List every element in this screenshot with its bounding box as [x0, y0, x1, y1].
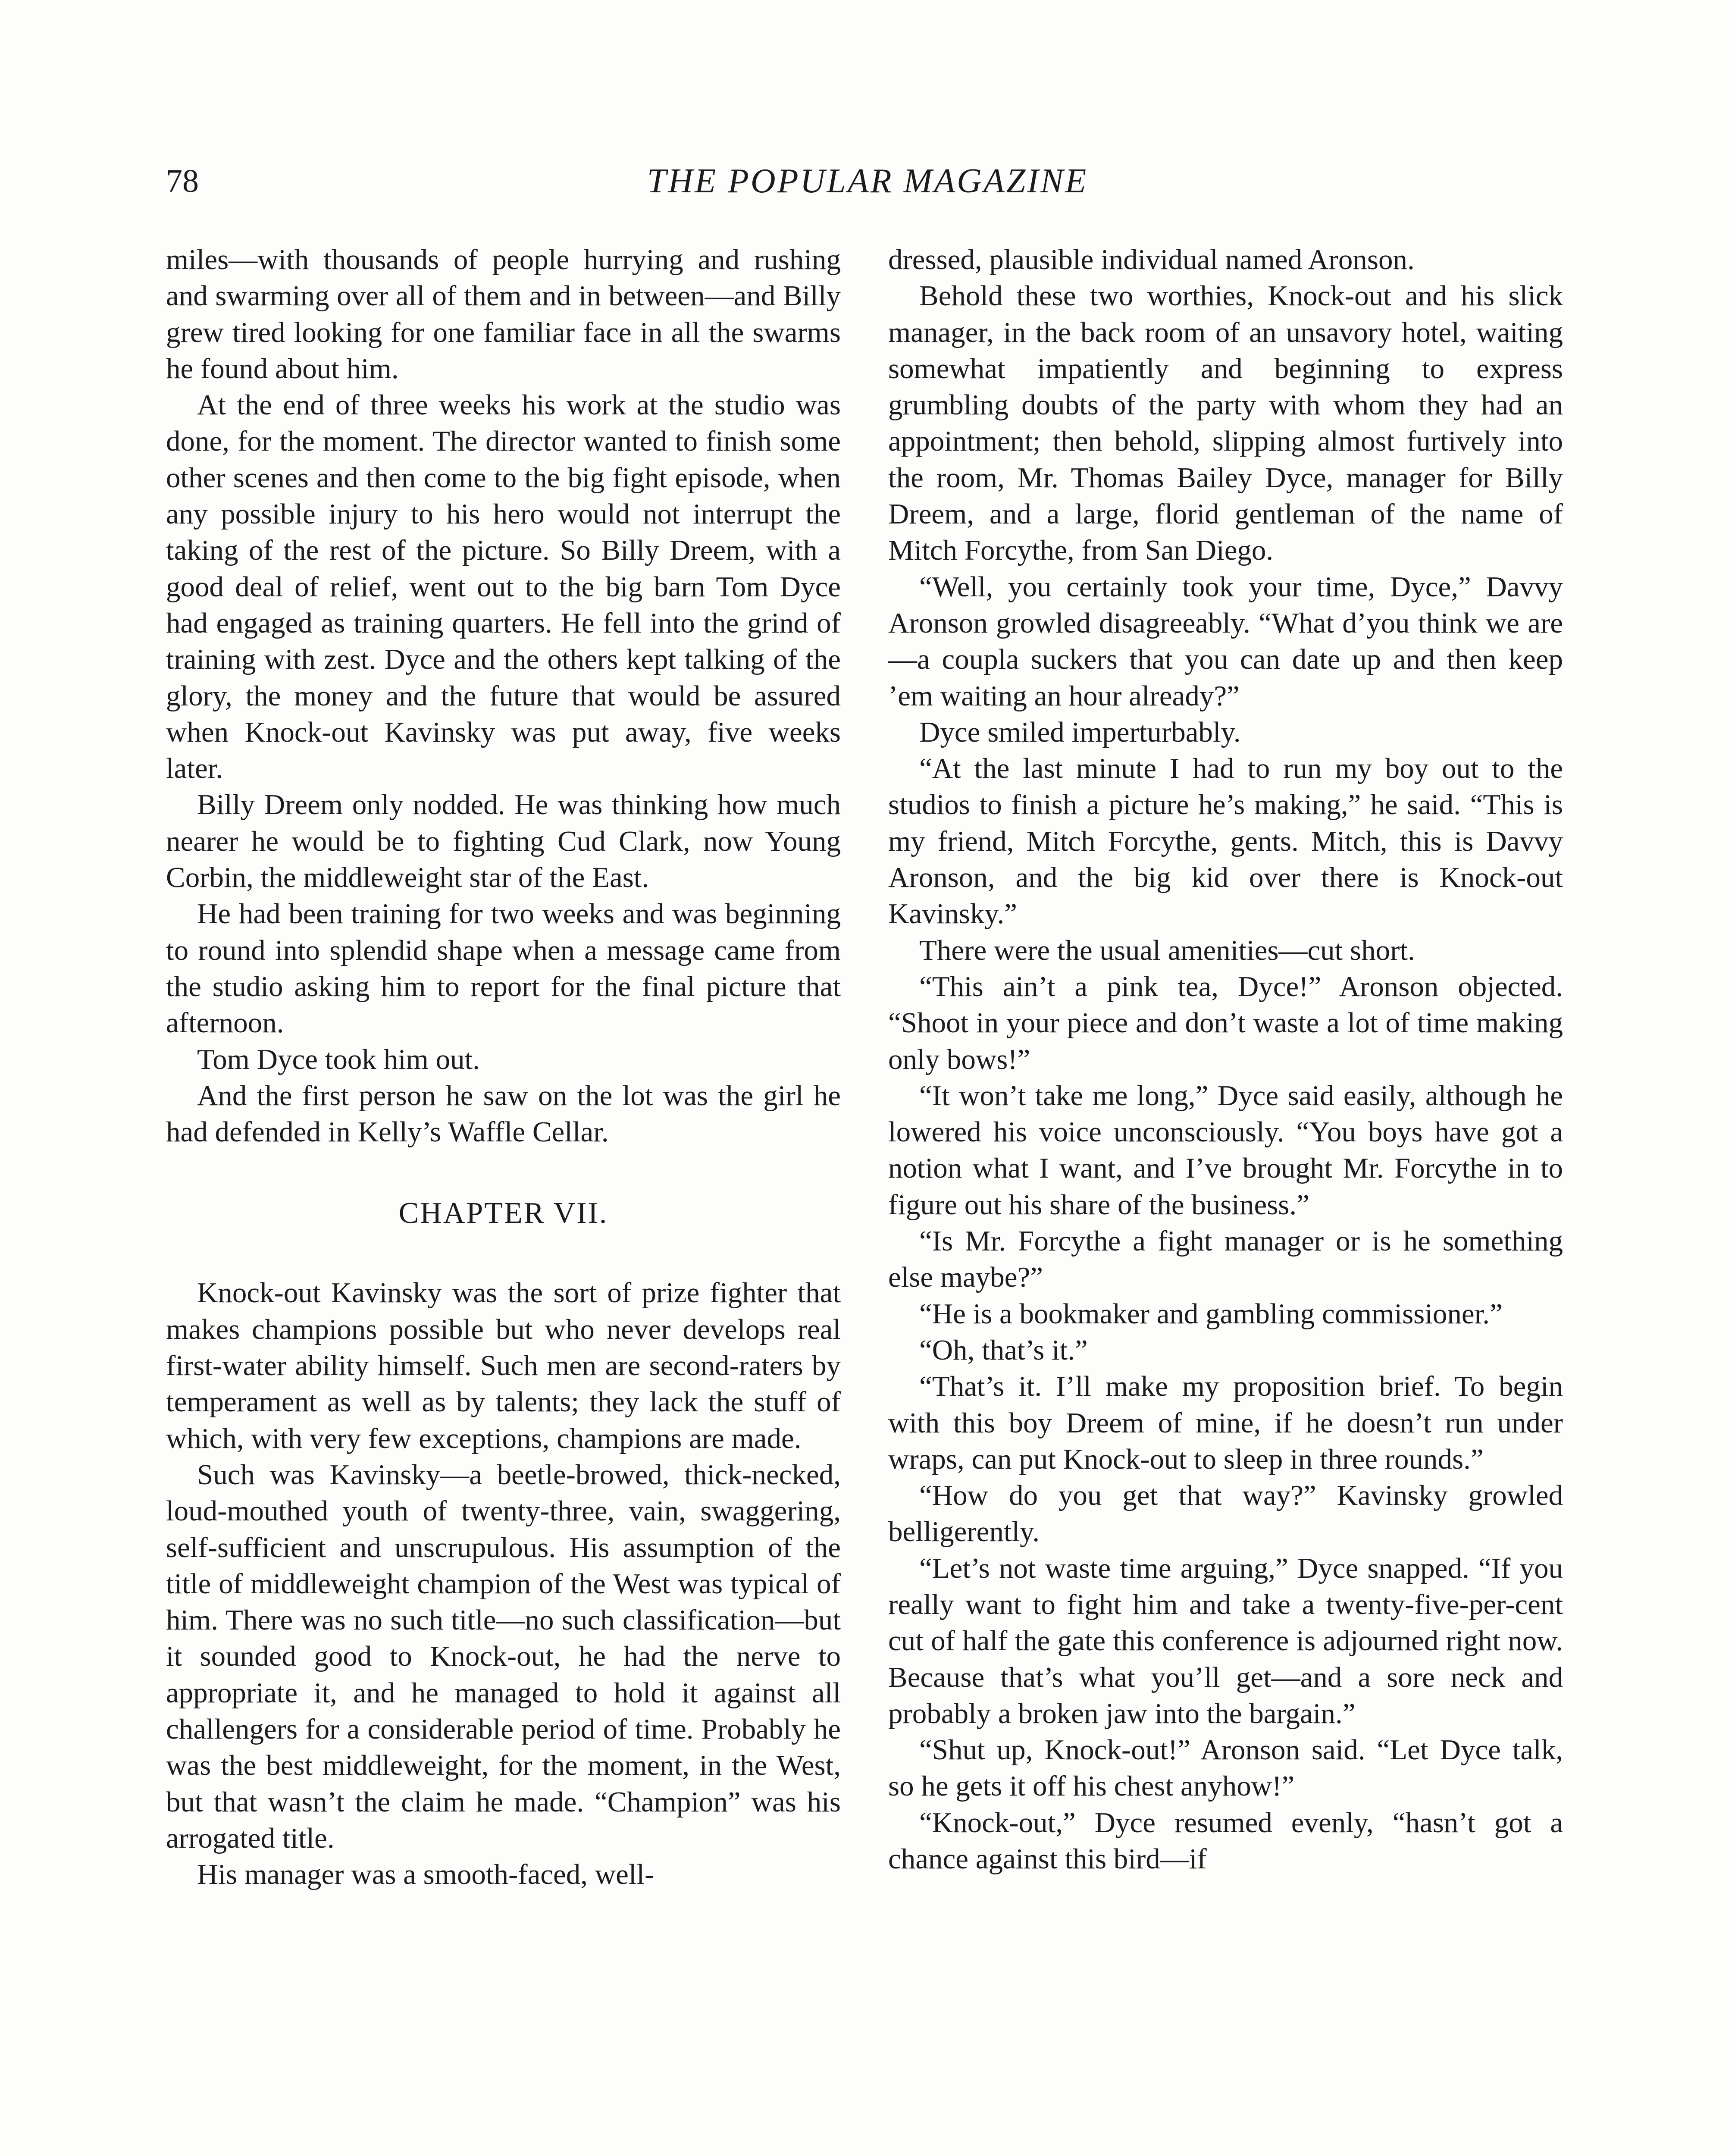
paragraph: He had been training for two weeks and was beginning to round into splendid shape when a message came from the studio asking him to report for the final picture that afternoon.	[166, 898, 841, 1039]
paragraph: miles—with thousands of people hurrying and rushing and swarming over all of them and in between—and Billy grew tired looking for one familiar face in all the swarms he found about him.	[166, 244, 841, 385]
chapter-heading: CHAPTER VII.	[398, 1197, 608, 1230]
paragraph: There were the usual amenities—cut short.	[919, 934, 1415, 966]
paragraph: “Let’s not waste time arguing,” Dyce snapped. “If you really want to fight him and take a twenty-five-per-cent cut of half the gate this conference is adjourned right now. Because that’s what you’ll get—and a sore neck and probably a broken jaw into the bargain.”	[888, 1552, 1563, 1730]
paragraph: And the first person he saw on the lot was the girl he had defended in Kelly’s Waffle Cellar.	[166, 1079, 841, 1148]
right-column	[888, 241, 1563, 1877]
paragraph: Such was Kavinsky—a beetle-browed, thick-necked, loud-mouthed youth of twenty-three, vain, swaggering, self-sufficient and unscrupulous. His assumption of the title of middleweight champion of the West was typical of him. There was no such title—no such classification—but it sounded good to Knock-out, he had the nerve to appropriate it, and he managed to hold it against all challengers for a considerable period of time. Probably he was the best middleweight, for the moment, in the West, but that wasn’t the claim he made. “Champion” was his arrogated title.	[166, 1458, 841, 1854]
paragraph: “It won’t take me long,” Dyce said easily, although he lowered his voice unconsciously. “You boys have got a notion what I want, and I’ve brought Mr. Forcythe in to figure out his share of the business.”	[888, 1079, 1563, 1221]
paragraph: Tom Dyce took him out.	[197, 1043, 480, 1075]
paragraph: “Well, you certainly took your time, Dyce,” Davvy Aronson growled disagreeably. “What d’you think we are—a coupla suckers that you can date up and then keep ’em waiting an hour already?”	[888, 570, 1563, 712]
page-number: 78	[166, 163, 199, 199]
paragraph: “This ain’t a pink tea, Dyce!” Aronson objected. “Shoot in your piece and don’t waste a lot of time making only bows!”	[888, 970, 1563, 1075]
paragraph: “Knock-out,” Dyce resumed evenly, “hasn’t got a chance against this bird—if	[888, 1806, 1563, 1875]
paragraph: “He is a bookmaker and gambling commissioner.”	[919, 1297, 1503, 1330]
paragraph: Billy Dreem only nodded. He was thinking how much nearer he would be to fighting Cud Clark, now Young Corbin, the middleweight star of the East.	[166, 789, 841, 894]
paragraph: Knock-out Kavinsky was the sort of prize fighter that makes champions possible but who never develops real first-water ability himself. Such men are second-raters by temperament as well as by talents; they lack the stuff of which, with very few exceptions, champions are made.	[166, 1277, 841, 1454]
magazine-title: THE POPULAR MAGAZINE	[647, 162, 1088, 200]
paragraph: “Shut up, Knock-out!” Aronson said. “Let Dyce talk, so he gets it off his chest anyhow!”	[888, 1734, 1563, 1802]
paragraph: Dyce smiled imperturbably.	[919, 716, 1241, 748]
paragraph: His manager was a smooth-faced, well-	[197, 1858, 655, 1891]
paragraph: Behold these two worthies, Knock-out and his slick manager, in the back room of an unsavory hotel, waiting somewhat impatiently and beginning to express grumbling doubts of the party with whom they had an appointment; then behold, slipping almost furtively into the room, Mr. Thomas Bailey Dyce, manager for Billy Dreem, and a large, florid gentleman of the name of Mitch Forcythe, from San Diego.	[888, 280, 1563, 567]
running-head	[0, 160, 1735, 211]
left-column	[166, 241, 841, 1893]
paragraph: dressed, plausible individual named Aronson.	[888, 244, 1415, 276]
paragraph: “Oh, that’s it.”	[919, 1334, 1088, 1366]
paragraph: “Is Mr. Forcythe a fight manager or is he something else maybe?”	[888, 1225, 1563, 1294]
paragraph: “That’s it. I’ll make my proposition brief. To begin with this boy Dreem of mine, if he doesn’t run under wraps, can put Knock-out to sleep in three rounds.”	[888, 1370, 1563, 1475]
paragraph: “At the last minute I had to run my boy out to the studios to finish a picture he’s making,” he said. “This is my friend, Mitch Forcythe, gents. Mitch, this is Davvy Aronson, and the big kid over there is Knock-out Kavinsky.”	[888, 752, 1563, 930]
paragraph: At the end of three weeks his work at the studio was done, for the moment. The director wanted to finish some other scenes and then come to the big fight episode, when any possible injury to his hero would not interrupt the taking of the rest of the picture. So Billy Dreem, with a good deal of relief, went out to the big barn Tom Dyce had engaged as training quarters. He fell into the grind of training with zest. Dyce and the others kept talking of the glory, the money and the future that would be assured when Knock-out Kavinsky was put away, five weeks later.	[166, 389, 841, 785]
paragraph: “How do you get that way?” Kavinsky growled belligerently.	[888, 1479, 1563, 1548]
